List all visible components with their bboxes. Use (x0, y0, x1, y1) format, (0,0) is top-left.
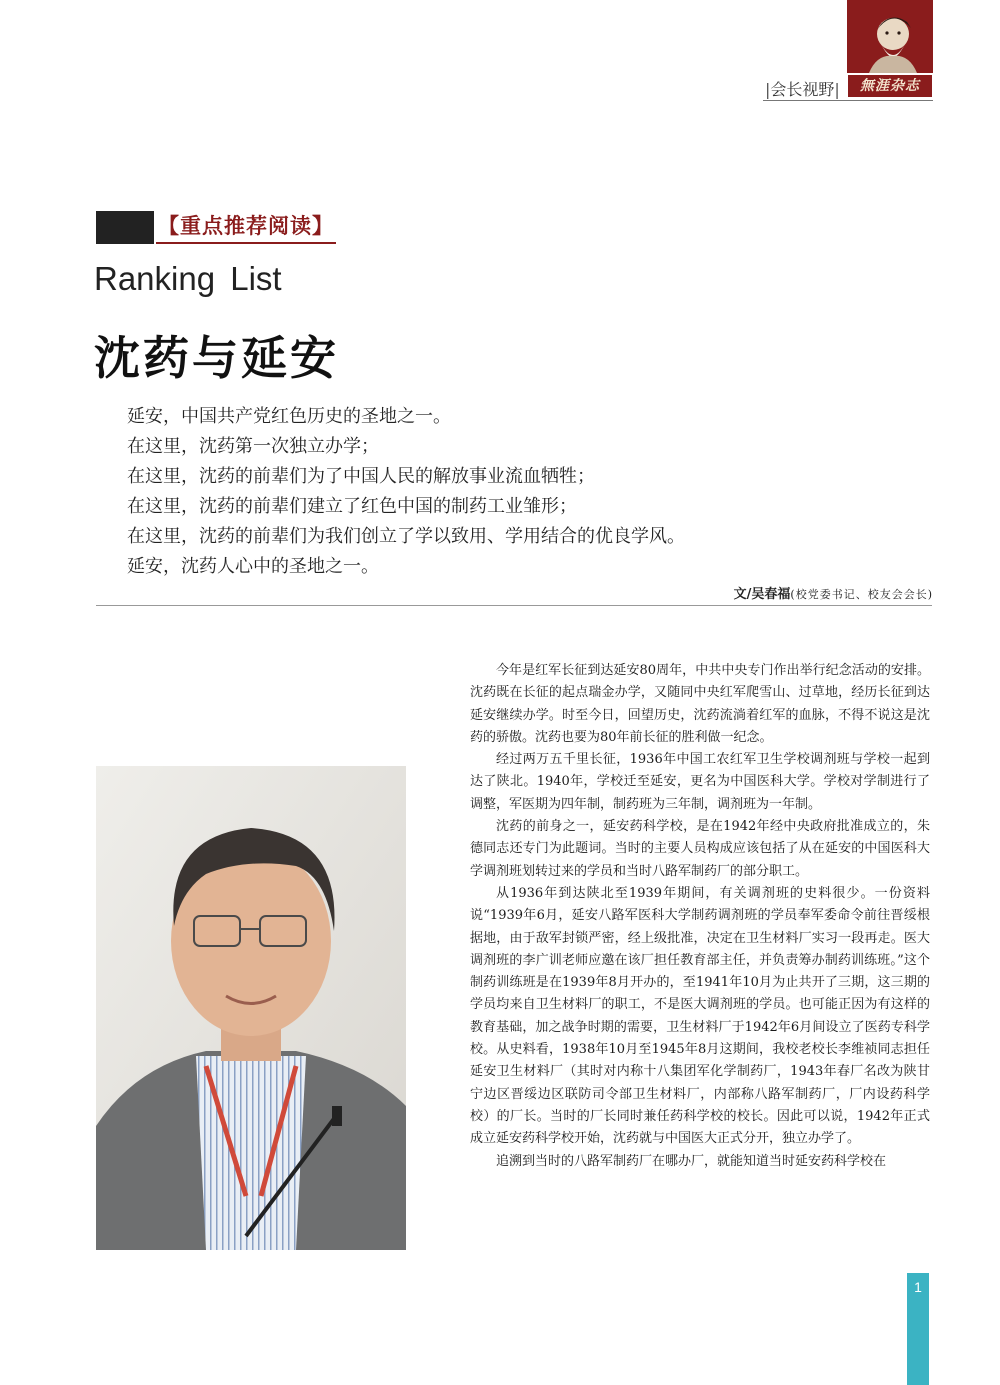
column-title (765, 77, 840, 100)
byline-author: 文/吴春福 (733, 587, 791, 602)
section-subtitle: Ranking List (94, 260, 282, 297)
body-paragraph: 从1936年到达陕北至1939年期间，有关调剂班的史料很少。一份资料说“1939年6月，延安八路军医科大学制药调剂班的学员奉军委命令前往晋绥根据地，由于敌军封锁严密，经上级批准，决定在卫生材料厂实习一段再走。医大调剂班的李广训老师应邀在该厂担任教育部主任，并负责筹办制药训练班。”这个制药训练班是在1939年8月开办的，至1941年10月为止共开了三期，这三期的学员均来自卫生材料厂的职工，不是医大调剂班的学员。也可能正因为有这样的教育基础，加之战争时期的需要，卫生材料厂于1942年6月间设立了医药专科学校。从史料看，1938年10月至1945年8月这期间，我校老校长李维祯同志担任延安卫生材料厂（其时对内称十八集团军化学制药厂，1943年春厂名改为陕甘宁边区晋绥边区联防司令部卫生材料厂，内部称八路军制药厂，厂内设药科学校）的厂长。当时的厂长同时兼任药科学校的校长。因此可以说，1942年正式成立延安药科学校开始，沈药就与中国医大正式分开，独立办学了。 (470, 885, 930, 1147)
body-paragraph: 沈药的前身之一，延安药科学校，是在1942年经中央政府批准成立的，朱德同志还专门为此题词。当时的主要人员构成应该包括了从在延安的中国医科大学调剂班划转过来的学员和当时八路军制药厂的部分职工。 (470, 819, 930, 879)
intro-line: 延安，沈药人心中的圣地之一。 (127, 556, 379, 577)
title-separator-right: | (834, 80, 840, 99)
body-paragraph: 今年是红军长征到达延安80周年，中共中央专门作出举行纪念活动的安排。沈药既在长征的起点瑞金办学，又随同中央红军爬雪山、过草地，经历长征到达延安继续办学。时至今日，回望历史，沈药流淌着红军的血脉，不得不说这是沈药的骄傲。沈药也要为80年前长征的胜利做一纪念。 (470, 663, 930, 745)
intro-lines (127, 402, 685, 582)
article-title: 沈药与延安 (94, 331, 339, 385)
title-separator: | (765, 80, 771, 99)
intro-line: 延安，中国共产党红色历史的圣地之一。 (127, 406, 451, 427)
author-photo (96, 766, 406, 1250)
section-label: 【重点推荐阅读】 (158, 214, 334, 238)
magazine-name: 無涯杂志 (848, 75, 932, 97)
body-paragraph: 经过两万五千里长征，1936年中国工农红军卫生学校调剂班与学校一起到达了陕北。1940年，学校迁至延安，更名为中国医科大学。学校对学制进行了调整，军医期为四年制，制药班为三年制，调剂班为一年制。 (470, 752, 930, 812)
intro-line: 在这里，沈药的前辈们为我们创立了学以致用、学用结合的优良学风。 (127, 526, 685, 547)
section-label-block (96, 211, 154, 244)
article-body (470, 660, 930, 1173)
magazine-logo (847, 0, 933, 73)
intro-line: 在这里，沈药的前辈们为了中国人民的解放事业流血牺牲； (127, 466, 595, 487)
byline-rule (96, 605, 932, 606)
header-rule (763, 100, 933, 101)
byline (734, 583, 933, 602)
section-label-underline (156, 242, 336, 244)
column-title-text: 会长视野 (770, 80, 835, 99)
intro-line: 在这里，沈药第一次独立办学； (127, 436, 379, 457)
page-number: 1 (914, 1279, 922, 1295)
byline-role: (校党委书记、校友会会长) (790, 588, 933, 601)
body-paragraph: 追溯到当时的八路军制药厂在哪办厂，就能知道当时延安药科学校在 (496, 1153, 887, 1169)
intro-line: 在这里，沈药的前辈们建立了红色中国的制药工业雏形； (127, 496, 577, 517)
